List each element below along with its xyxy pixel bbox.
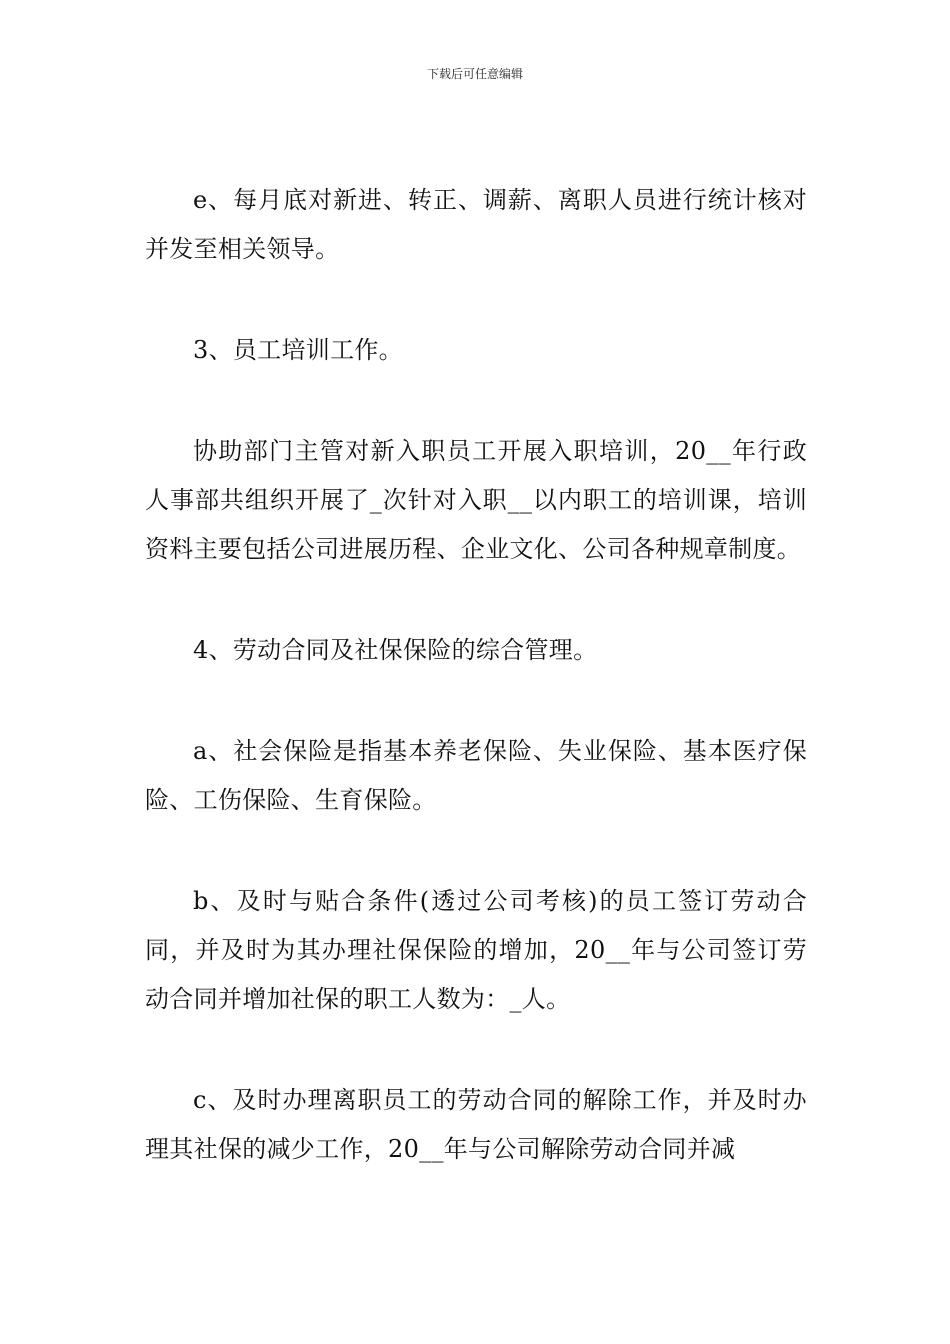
section-heading-contracts: 4、劳动合同及社保保险的综合管理。 — [193, 636, 598, 664]
section-heading-training: 3、员工培训工作。 — [193, 336, 403, 364]
paragraph-item-b: b、及时与贴合条件(透过公司考核)的员工签订劳动合同，并及时为其办理社保保险的增加，20__年与公司签订劳动合同并增加社保的职工人数为：_人。 — [145, 887, 807, 1013]
document-body — [145, 176, 807, 1226]
page-header-note: 下载后可任意编辑 — [426, 67, 523, 81]
paragraph-training-details: 协助部门主管对新入职员工开展入职培训，20__年行政人事部共组织开展了_次针对入职__以内职工的培训课，培训资料主要包括公司进展历程、企业文化、公司各种规章制度。 — [145, 437, 807, 563]
paragraph-item-c: c、及时办理离职员工的劳动合同的解除工作，并及时办理其社保的减少工作，20__年与公司解除劳动合同并减 — [145, 1086, 807, 1163]
paragraph-item-a: a、社会保险是指基本养老保险、失业保险、基本医疗保险、工伤保险、生育保险。 — [145, 737, 807, 814]
paragraph-item-e: e、每月底对新进、转正、调薪、离职人员进行统计核对并发至相关领导。 — [145, 186, 807, 263]
